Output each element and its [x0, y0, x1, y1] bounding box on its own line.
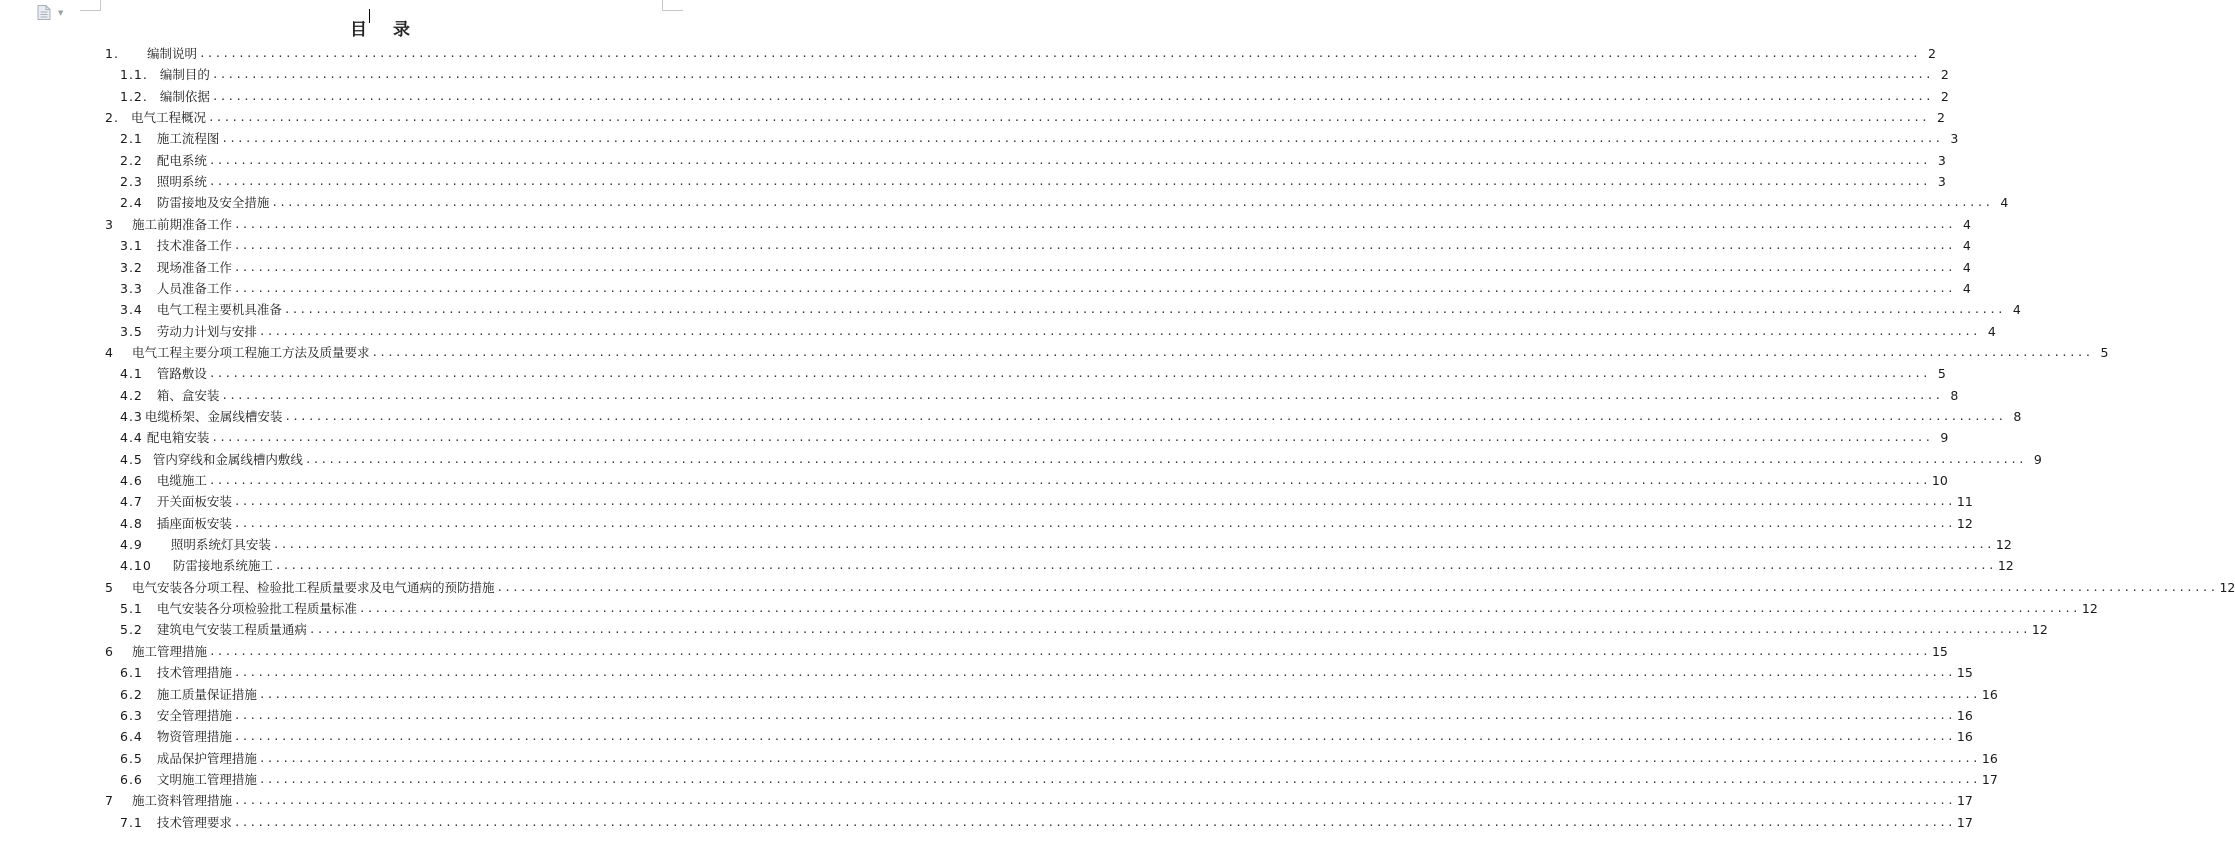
toc-entry-page-number: 4 [2000, 195, 2009, 211]
toc-entry[interactable] [120, 766, 1998, 787]
toc-entry-page-number: 4 [1962, 280, 1971, 296]
toc-entry[interactable] [120, 275, 1971, 296]
toc-entry-label: 施工前期准备工作 [131, 216, 232, 232]
toc-leader-dots: ............................................................................................................................................................................................................................ [496, 580, 2218, 594]
toc-entry-page-number: 16 [1956, 707, 1973, 723]
toc-entry-number: 5.2 [120, 622, 143, 638]
toc-entry[interactable] [120, 446, 2042, 467]
toc-leader-dots: ............................................................................................................................................................................................................................ [208, 175, 1930, 189]
toc-entry-page-number: 12 [2031, 622, 2048, 638]
toc-entry[interactable] [105, 211, 1971, 232]
toc-entry-number: 1. [105, 46, 119, 61]
toc-entry-number: 4.7 [120, 494, 143, 510]
toc-entry[interactable] [120, 659, 1973, 681]
toc-entry[interactable] [120, 595, 2098, 617]
toc-entry-number: 4.6 [120, 473, 143, 488]
toc-entry-page-number: 2 [1940, 67, 1949, 83]
toc-entry-label: 建筑电气安装工程质量通病 [156, 622, 307, 638]
toc-entry-number: 2.3 [120, 174, 143, 190]
toc-entry-number: 6.6 [120, 771, 143, 787]
toc-entry-page-number: 5 [2100, 344, 2109, 360]
toc-entry[interactable] [120, 403, 2022, 424]
toc-entry-number: 4.2 [120, 387, 143, 403]
toc-entry-number: 4 [105, 344, 114, 360]
toc-entry-label: 劳动力计划与安排 [156, 323, 257, 339]
toc-entry-page-number: 15 [1956, 665, 1973, 681]
toc-entry-page-number: 12 [2081, 601, 2098, 617]
toc-entry[interactable] [120, 254, 1971, 275]
toc-leader-dots: ............................................................................................................................................................................................................................ [233, 708, 1955, 722]
toc-leader-dots: ............................................................................................................................................................................................................................ [258, 751, 1980, 765]
toc-leader-dots: ............................................................................................................................................................................................................................ [284, 409, 2006, 423]
toc-entry[interactable] [120, 510, 1973, 531]
toc-entry[interactable] [120, 723, 1973, 745]
toc-entry[interactable] [120, 232, 1971, 254]
toc-entry-page-number: 16 [1981, 686, 1998, 702]
toc-leader-dots: ............................................................................................................................................................................................................................ [233, 815, 1955, 829]
toc-entry-number: 7.1 [120, 814, 143, 830]
toc-leader-dots: ............................................................................................................................................................................................................................ [258, 772, 1980, 786]
toc-entry-number: 4.8 [120, 515, 143, 531]
toc-leader-dots: ............................................................................................................................................................................................................................ [221, 132, 1943, 146]
toc-entry[interactable] [120, 168, 1946, 190]
toc-leader-dots: ............................................................................................................................................................................................................................ [211, 89, 1933, 103]
toc-leader-dots: ............................................................................................................................................................................................................................ [258, 324, 1980, 338]
toc-entry-page-number: 16 [1956, 729, 1973, 745]
toc-entry[interactable] [105, 638, 1948, 659]
toc-entry-number: 1.1. [120, 67, 148, 83]
toc-entry-number: 3.3 [120, 280, 143, 296]
toc-leader-dots: ............................................................................................................................................................................................................................ [371, 345, 2093, 359]
toc-leader-dots: ............................................................................................................................................................................................................................ [258, 687, 1980, 701]
toc-entry-label: 技术准备工作 [156, 238, 232, 254]
toc-entry-page-number: 4 [1987, 323, 1996, 339]
toc-entry[interactable] [120, 616, 2048, 638]
toc-leader-dots: ............................................................................................................................................................................................................................ [272, 538, 1994, 552]
toc-entry[interactable] [120, 552, 2014, 574]
toc-leader-dots: ............................................................................................................................................................................................................................ [208, 474, 1930, 487]
toc-entry-number: 6.5 [120, 750, 143, 766]
toc-entry[interactable] [120, 318, 1996, 339]
toc-entry-page-number: 2 [1936, 110, 1945, 126]
toc-entry[interactable] [105, 40, 1936, 61]
toc-leader-dots: ............................................................................................................................................................................................................................ [274, 559, 1996, 573]
toc-entry-label: 箱、盒安装 [156, 387, 220, 403]
toc-entry-page-number: 4 [1962, 238, 1971, 254]
toc-entry-label: 插座面板安装 [156, 515, 232, 531]
toc-entry[interactable] [120, 360, 1946, 382]
page-corner-mark-left [80, 0, 101, 11]
toc-entry-label: 照明系统 [156, 174, 207, 190]
toc-entry-label: 电气安装各分项检验批工程质量标准 [156, 601, 357, 617]
toc-entry[interactable] [105, 104, 1945, 126]
toc-entry-page-number: 8 [2013, 408, 2022, 424]
toc-entry[interactable] [120, 467, 1948, 488]
toc-entry-label: 配电箱安装 [146, 430, 210, 446]
toc-entry[interactable] [120, 424, 1949, 446]
toc-entry-number: 4.4 [120, 430, 143, 446]
toc-leader-dots: ............................................................................................................................................................................................................................ [211, 431, 1933, 445]
toc-entry-label: 编制目的 [159, 67, 210, 83]
toc-entry-number: 4.5 [120, 451, 143, 467]
toc-leader-dots: ............................................................................................................................................................................................................................ [308, 623, 2030, 637]
toc-leader-dots: ............................................................................................................................................................................................................................ [233, 730, 1955, 744]
toc-entry-page-number: 3 [1950, 131, 1959, 147]
toc-entry-number: 4.1 [120, 366, 143, 382]
toc-entry[interactable] [120, 296, 2021, 318]
toc-entry-page-number: 12 [2219, 579, 2235, 595]
toc-entry-label: 管路敷设 [156, 366, 207, 382]
toc-leader-dots: ............................................................................................................................................................................................................................ [233, 794, 1955, 808]
toc-entry-label: 施工质量保证措施 [156, 686, 257, 702]
toc-leader-dots: ............................................................................................................................................................................................................................ [208, 644, 1930, 658]
toc-entry[interactable] [105, 787, 1973, 809]
toc-entry-label: 技术管理措施 [156, 665, 232, 681]
toc-leader-dots: ............................................................................................................................................................................................................................ [211, 68, 1933, 82]
toc-entry[interactable] [120, 745, 1998, 766]
toc-entry-label: 文明施工管理措施 [156, 771, 257, 787]
toc-entry-number: 2.2 [120, 152, 143, 168]
toc-entry-label: 安全管理措施 [156, 707, 232, 723]
toc-entry-page-number: 5 [1937, 366, 1946, 382]
toc-entry-number: 3 [105, 216, 114, 232]
toc-entry[interactable] [120, 147, 1946, 168]
toc-entry-label: 电气安装各分项工程、检验批工程质量要求及电气通病的预防措施 [131, 579, 495, 595]
toc-entry[interactable] [105, 339, 2109, 360]
toc-entry-number: 6.1 [120, 665, 143, 681]
toc-entry-page-number: 4 [1962, 216, 1971, 232]
toc-entry-label: 现场准备工作 [156, 259, 232, 275]
toc-entry-number: 3.4 [120, 302, 143, 318]
toc-entry-number: 2. [105, 110, 119, 126]
toc-entry-page-number: 12 [1995, 537, 2012, 553]
toc-leader-dots: ............................................................................................................................................................................................................................ [207, 111, 1929, 125]
toc-entry[interactable] [120, 702, 1973, 723]
toc-entry-label: 施工流程图 [156, 131, 220, 147]
dropdown-arrow-icon[interactable]: ▼ [58, 9, 64, 17]
toc-entry-number: 6.3 [120, 707, 143, 723]
toc-entry-label: 电气工程主要机具准备 [156, 302, 282, 318]
toc-entry-label: 编制依据 [159, 88, 210, 104]
toc-entry-label: 防雷接地系统施工 [172, 558, 273, 574]
toc-entry-page-number: 17 [1981, 771, 1998, 787]
toc-entry-page-number: 15 [1931, 643, 1948, 659]
toc-entry-label: 物资管理措施 [156, 729, 232, 745]
toc-entry-page-number: 3 [1937, 152, 1946, 168]
toc-leader-dots: ............................................................................................................................................................................................................................ [208, 367, 1930, 381]
toc-entry[interactable] [120, 809, 1973, 830]
toc-entry-number: 5.1 [120, 601, 143, 617]
toc-leader-dots: ............................................................................................................................................................................................................................ [233, 495, 1955, 509]
toc-entry-label: 施工资料管理措施 [131, 793, 232, 809]
toc-entry-number: 3.5 [120, 323, 143, 339]
toc-entry-page-number: 11 [1956, 494, 1973, 510]
toc-entry-number: 5 [105, 579, 114, 595]
toc-entry-page-number: 12 [1956, 515, 1973, 531]
toc-entry-label: 配电系统 [156, 152, 207, 168]
toc-entry-page-number: 10 [1931, 473, 1948, 488]
toc-entry-label: 电缆桥架、金属线槽安装 [144, 408, 283, 424]
toc-leader-dots: ............................................................................................................................................................................................................................ [304, 452, 2026, 466]
toc-entry-label: 施工管理措施 [131, 643, 207, 659]
toc-entry-page-number: 4 [2012, 302, 2021, 318]
toc-entry-label: 电缆施工 [156, 473, 207, 488]
toc-entry[interactable] [120, 125, 1959, 147]
toc-entry-label: 电气工程概况 [130, 110, 206, 126]
toc-entry[interactable] [120, 681, 1998, 702]
toc-entry[interactable] [105, 574, 2235, 595]
toc-leader-dots: ............................................................................................................................................................................................................................ [233, 516, 1955, 530]
toc-leader-dots: ............................................................................................................................................................................................................................ [358, 602, 2080, 616]
toc-entry-page-number: 17 [1956, 814, 1973, 830]
toc-entry[interactable] [120, 382, 1959, 403]
toc-leader-dots: ............................................................................................................................................................................................................................ [208, 153, 1930, 167]
page-corner-mark-right [662, 0, 683, 11]
toc-entry-label: 电气工程主要分项工程施工方法及质量要求 [131, 344, 370, 360]
toc-entry-number: 3.1 [120, 238, 143, 254]
toc-entry-page-number: 4 [1962, 259, 1971, 275]
page-title: 目 录 [350, 20, 420, 40]
toc-entry[interactable] [120, 189, 2009, 211]
toc-entry-page-number: 3 [1937, 174, 1946, 190]
toc-entry-page-number: 2 [1927, 46, 1936, 61]
toc-entry[interactable] [120, 61, 1949, 83]
toc-entry-number: 6.4 [120, 729, 143, 745]
toc-entry-number: 4.10 [120, 558, 152, 574]
toc-entry-label: 照明系统灯具安装 [170, 537, 271, 553]
toc-leader-dots: ............................................................................................................................................................................................................................ [271, 196, 1993, 210]
toc-entry-label: 开关面板安装 [156, 494, 232, 510]
toc-entry-label: 防雷接地及安全措施 [156, 195, 270, 211]
toc-entry-label: 管内穿线和金属线槽内敷线 [152, 451, 303, 467]
toc-entry-number: 1.2. [120, 88, 148, 104]
toc-entry-number: 2.4 [120, 195, 143, 211]
toc-leader-dots: ............................................................................................................................................................................................................................ [198, 47, 1920, 60]
toc-entry[interactable] [120, 83, 1949, 104]
toc-entry-page-number: 12 [1997, 558, 2014, 574]
toc-leader-dots: ............................................................................................................................................................................................................................ [221, 388, 1943, 402]
toc-entry-number: 6 [105, 643, 114, 659]
toc-leader-dots: ............................................................................................................................................................................................................................ [233, 239, 1955, 253]
toc-entry-page-number: 17 [1956, 793, 1973, 809]
toc-entry-number: 4.9 [120, 537, 143, 553]
toc-entry-number: 3.2 [120, 259, 143, 275]
toc-entry-number: 4.3 [120, 408, 143, 424]
toc-entry-label: 技术管理要求 [156, 814, 232, 830]
toc-entry-label: 人员准备工作 [156, 280, 232, 296]
toc-entry-page-number: 9 [1940, 430, 1949, 446]
toc-entry[interactable] [120, 488, 1973, 510]
toc-entry-page-number: 16 [1981, 750, 1998, 766]
toc-entry[interactable] [120, 531, 2012, 553]
toc-entry-label: 成品保护管理措施 [156, 750, 257, 766]
toc-entry-number: 2.1 [120, 131, 143, 147]
toc-leader-dots: ............................................................................................................................................................................................................................ [233, 281, 1955, 295]
toc-leader-dots: ............................................................................................................................................................................................................................ [233, 666, 1955, 680]
toc-entry-label: 编制说明 [146, 46, 197, 61]
toc-entry-page-number: 9 [2033, 451, 2042, 467]
toc-leader-dots: ............................................................................................................................................................................................................................ [233, 260, 1955, 274]
toc-entry-number: 6.2 [120, 686, 143, 702]
toc-entry-page-number: 2 [1940, 88, 1949, 104]
toc-leader-dots: ............................................................................................................................................................................................................................ [283, 303, 2005, 317]
toc-leader-dots: ............................................................................................................................................................................................................................ [233, 217, 1955, 231]
toc-entry-page-number: 8 [1950, 387, 1959, 403]
toc-entry-number: 7 [105, 793, 114, 809]
